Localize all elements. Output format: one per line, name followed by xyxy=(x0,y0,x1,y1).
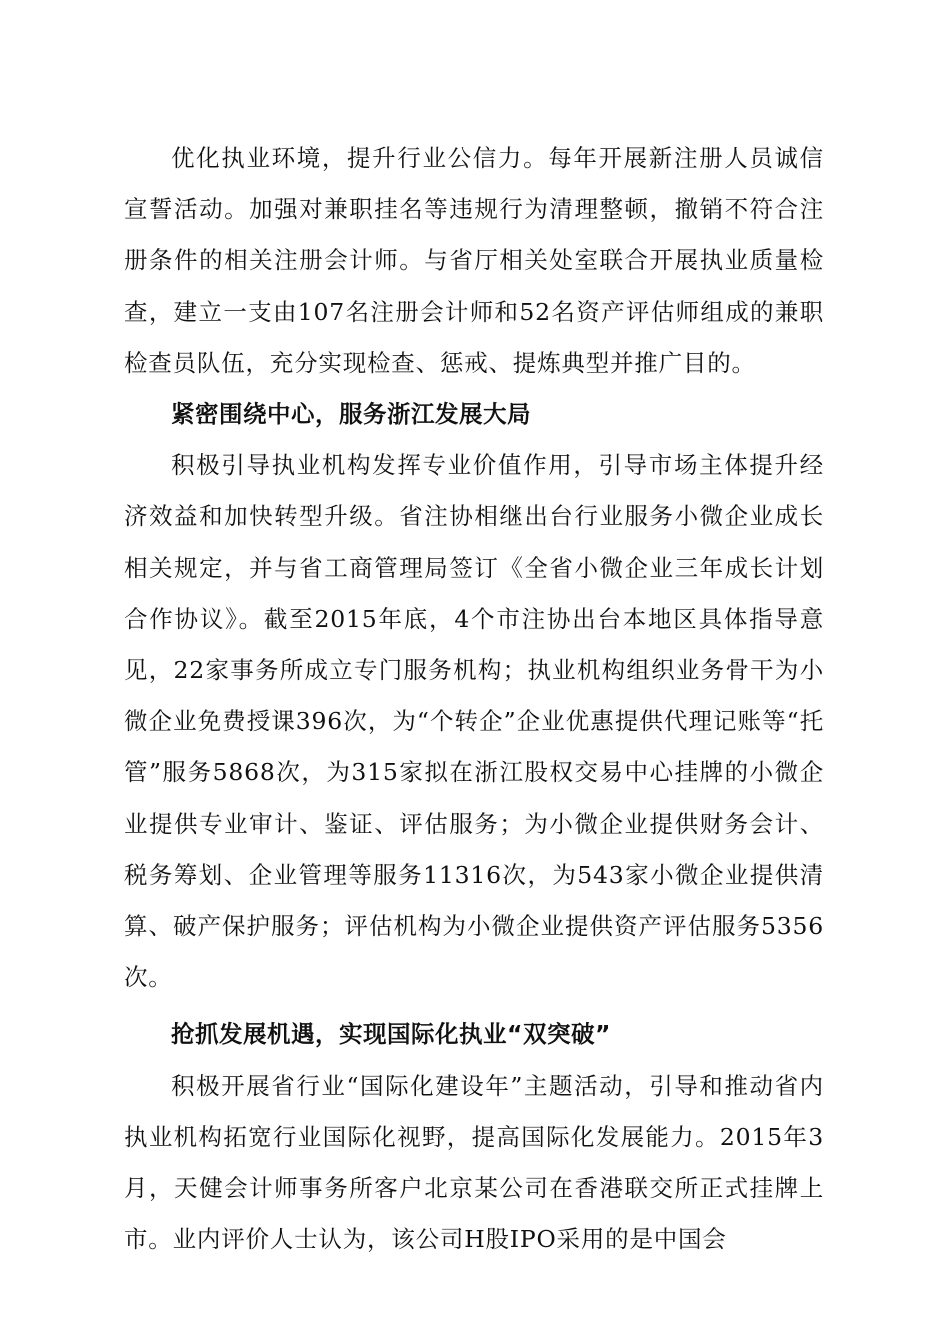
body-paragraph: 积极开展省行业“国际化建设年”主题活动，引导和推动省内执业机构拓宽行业国际化视野，提高国际化发展能力。2015年3月，天健会计师事务所客户北京某公司在香港联交所正式挂牌上市。业内评价人士认为，该公司H股IPO采用的是中国会 xyxy=(124,1071,824,1254)
body-paragraph: 优化执业环境，提升行业公信力。每年开展新注册人员诚信宣誓活动。加强对兼职挂名等违规行为清理整顿，撤销不符合注册条件的相关注册会计师。与省厅相关处室联合开展执业质量检查，建立一支由107名注册会计师和52名资产评估师组成的兼职检查员队伍，充分实现检查、惩戒、提炼典型并推广目的。 xyxy=(124,144,824,377)
document-page xyxy=(124,133,824,1265)
section-heading: 抢抓发展机遇，实现国际化执业“双突破” xyxy=(171,1020,611,1049)
section-heading: 紧密围绕中心，服务浙江发展大局 xyxy=(171,400,531,429)
body-paragraph: 积极引导执业机构发挥专业价值作用，引导市场主体提升经济效益和加快转型升级。省注协相继出台行业服务小微企业成长相关规定，并与省工商管理局签订《全省小微企业三年成长计划合作协议》。截至2015年底，4个市注协出台本地区具体指导意见，22家事务所成立专门服务机构；执业机构组织业务骨干为小微企业免费授课396次，为“个转企”企业优惠提供代理记账等“托管”服务5868次，为315家拟在浙江股权交易中心挂牌的小微企业提供专业审计、鉴证、评估服务；为小微企业提供财务会计、税务筹划、企业管理等服务11316次，为543家小微企业提供清算、破产保护服务；评估机构为小微企业提供资产评估服务5356次。 xyxy=(124,451,824,992)
